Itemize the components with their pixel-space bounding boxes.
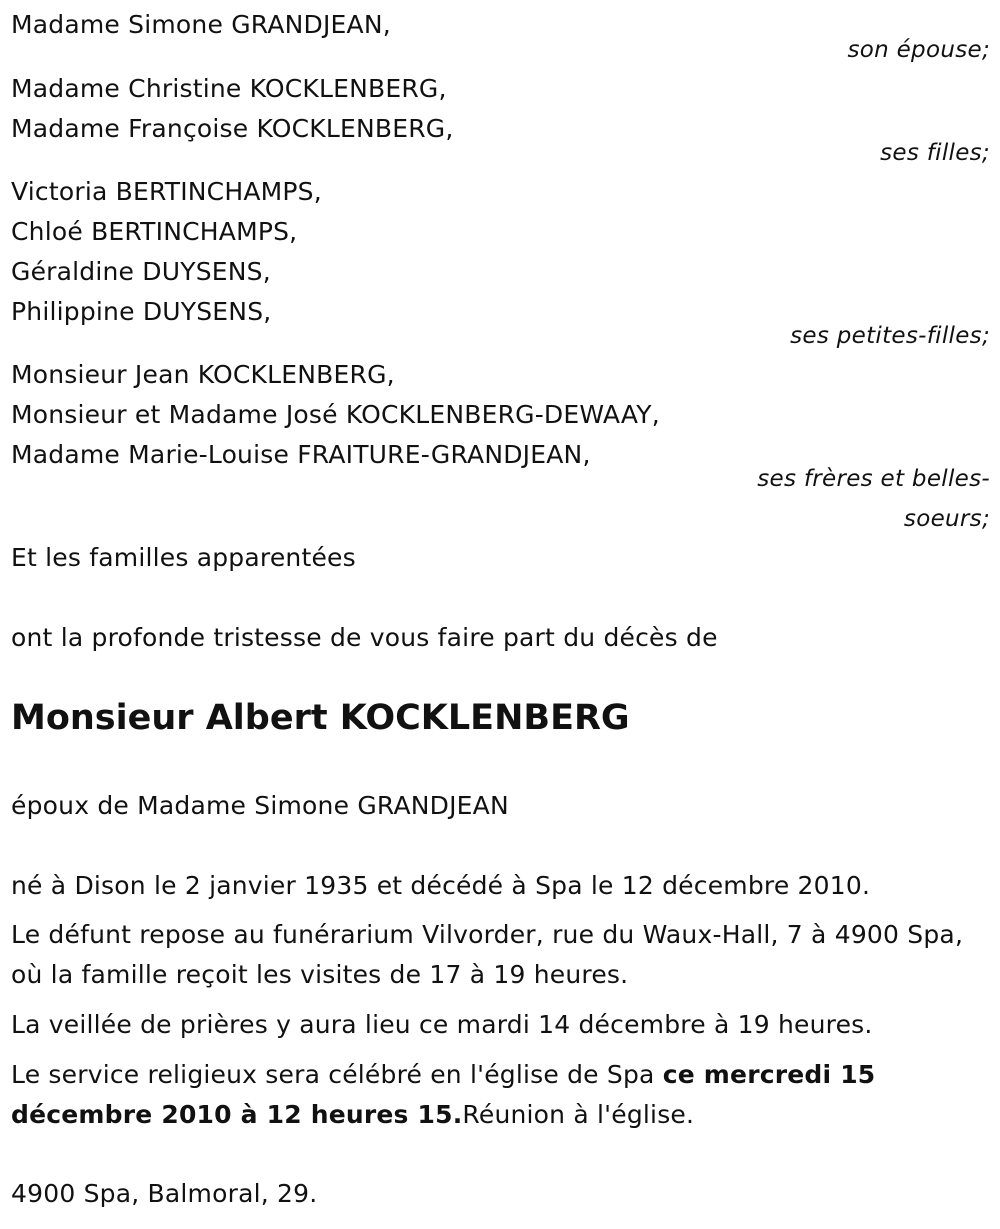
relatives-line: Et les familles apparentées xyxy=(11,543,356,572)
daughters-role: ses filles; xyxy=(880,140,990,166)
granddaughter-name: Géraldine DUYSENS, xyxy=(11,257,271,286)
repose-paragraph: Le défunt repose au funérarium Vilvorder, rue du Waux-Hall, 7 à 4900 Spa, où la famille reçoit les visites de 17 à 19 heures. xyxy=(11,920,964,989)
announcement-line: ont la profonde tristesse de vous faire part du décès de xyxy=(11,623,718,652)
service-text-prefix: Le service religieux sera célébré en l'église de Spa xyxy=(11,1060,663,1089)
granddaughter-name: Philippine DUYSENS, xyxy=(11,297,272,326)
daughter-name: Madame Françoise KOCKLENBERG, xyxy=(11,114,454,143)
birth-death-paragraph: né à Dison le 2 janvier 1935 et décédé à Spa le 12 décembre 2010. xyxy=(11,871,871,900)
granddaughters-role: ses petites-filles; xyxy=(790,323,990,349)
service-paragraph xyxy=(11,1055,971,1135)
spouse-name: Madame Simone GRANDJEAN, xyxy=(11,10,391,39)
granddaughter-name: Victoria BERTINCHAMPS, xyxy=(11,177,322,206)
vigil-paragraph: La veillée de prières y aura lieu ce mardi 14 décembre à 19 heures. xyxy=(11,1010,873,1039)
siblings-role-line2: soeurs; xyxy=(903,506,990,532)
sibling-name: Monsieur Jean KOCKLENBERG, xyxy=(11,360,395,389)
sibling-name: Madame Marie-Louise FRAITURE-GRANDJEAN, xyxy=(11,440,591,469)
granddaughter-name: Chloé BERTINCHAMPS, xyxy=(11,217,298,246)
address-line: 4900 Spa, Balmoral, 29. xyxy=(11,1179,318,1208)
service-date-time: ce mercredi 15 décembre 2010 à 12 heures 15. xyxy=(11,1060,876,1129)
deceased-name: Monsieur Albert KOCKLENBERG xyxy=(11,698,630,738)
siblings-role-line1: ses frères et belles- xyxy=(757,466,990,492)
sibling-name: Monsieur et Madame José KOCKLENBERG-DEWAAY, xyxy=(11,400,660,429)
spouse-role: son épouse; xyxy=(847,37,990,63)
daughter-name: Madame Christine KOCKLENBERG, xyxy=(11,74,447,103)
service-text-suffix: Réunion à l'église. xyxy=(462,1100,695,1129)
deceased-spouse-line: époux de Madame Simone GRANDJEAN xyxy=(11,791,509,820)
